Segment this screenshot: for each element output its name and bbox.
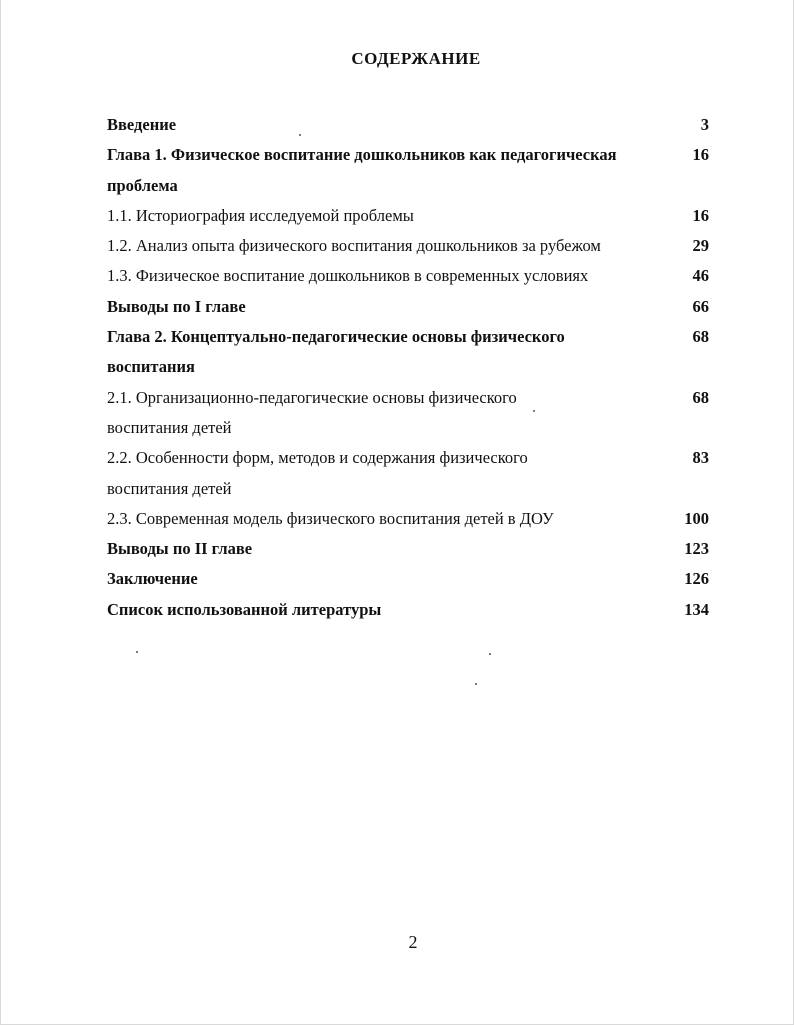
toc-entry-text: 2.3. Современная модель физического воспитания детей в ДОУ — [107, 508, 554, 528]
scan-speck — [489, 653, 491, 655]
toc-entry-page: 126 — [684, 569, 709, 589]
toc-entry-text: Заключение — [107, 569, 198, 589]
toc-entry-page: 46 — [692, 266, 709, 286]
toc-entry-page: 100 — [684, 508, 709, 528]
toc-entry-text: 2.2. Особенности форм, методов и содержания физического воспитания детей — [107, 448, 528, 498]
toc-entry-text: Введение — [107, 115, 177, 134]
toc-entry-bibliography — [107, 595, 715, 625]
toc-entry-text: 1.1. Историография исследуемой проблемы — [107, 205, 414, 225]
toc-entry-text: Глава 1. Физическое воспитание дошкольников как педагогическая проблема — [107, 145, 617, 195]
page-number: 2 — [408, 932, 418, 952]
toc-entry-introduction — [107, 110, 715, 140]
toc-entry-conclusions-chapter-1 — [107, 292, 715, 322]
toc-entry-page: 134 — [684, 599, 709, 619]
toc-entry-page: 16 — [692, 145, 709, 165]
scan-speck — [475, 683, 477, 685]
toc-entry-page: 123 — [684, 539, 709, 559]
toc-entry-text: Выводы по I главе — [107, 296, 246, 316]
scan-speck — [533, 410, 535, 412]
toc-entry-text: Список использованной литературы — [107, 599, 382, 619]
toc-entry-section-1-2 — [107, 231, 715, 261]
toc-entry-text: 2.1. Организационно-педагогические основы физического воспитания детей — [107, 387, 517, 437]
toc-entry-page: 16 — [692, 205, 709, 225]
toc-entry-page: 68 — [692, 387, 709, 407]
toc-entry-page: 83 — [692, 448, 709, 468]
toc-entry-text: Выводы по II главе — [107, 539, 253, 559]
toc-entry-page: 66 — [692, 296, 709, 316]
toc-entry-conclusions-chapter-2 — [107, 534, 715, 564]
toc-entry-page: 29 — [692, 236, 709, 256]
toc-entry-conclusion — [107, 564, 715, 594]
toc-entry-section-2-3 — [107, 504, 715, 534]
toc-entry-text: 1.3. Физическое воспитание дошкольников в современных условиях — [107, 266, 589, 286]
toc-entry-page: 68 — [692, 327, 709, 347]
table-of-contents — [107, 110, 715, 625]
toc-entry-page: 3 — [700, 115, 709, 134]
toc-entry-text: 1.2. Анализ опыта физического воспитания дошкольников за рубежом — [107, 236, 601, 256]
toc-entry-chapter-1 — [107, 140, 715, 201]
toc-title: СОДЕРЖАНИЕ — [351, 49, 481, 68]
scan-speck — [136, 651, 138, 653]
toc-entry-section-2-2 — [107, 443, 715, 504]
toc-entry-text: Глава 2. Концептуально-педагогические основы физического воспитания — [107, 327, 565, 377]
toc-entry-chapter-2 — [107, 322, 715, 383]
toc-entry-section-1-1 — [107, 201, 715, 231]
toc-entry-section-2-1 — [107, 383, 715, 444]
toc-entry-section-1-3 — [107, 261, 715, 291]
scan-speck — [299, 134, 301, 136]
